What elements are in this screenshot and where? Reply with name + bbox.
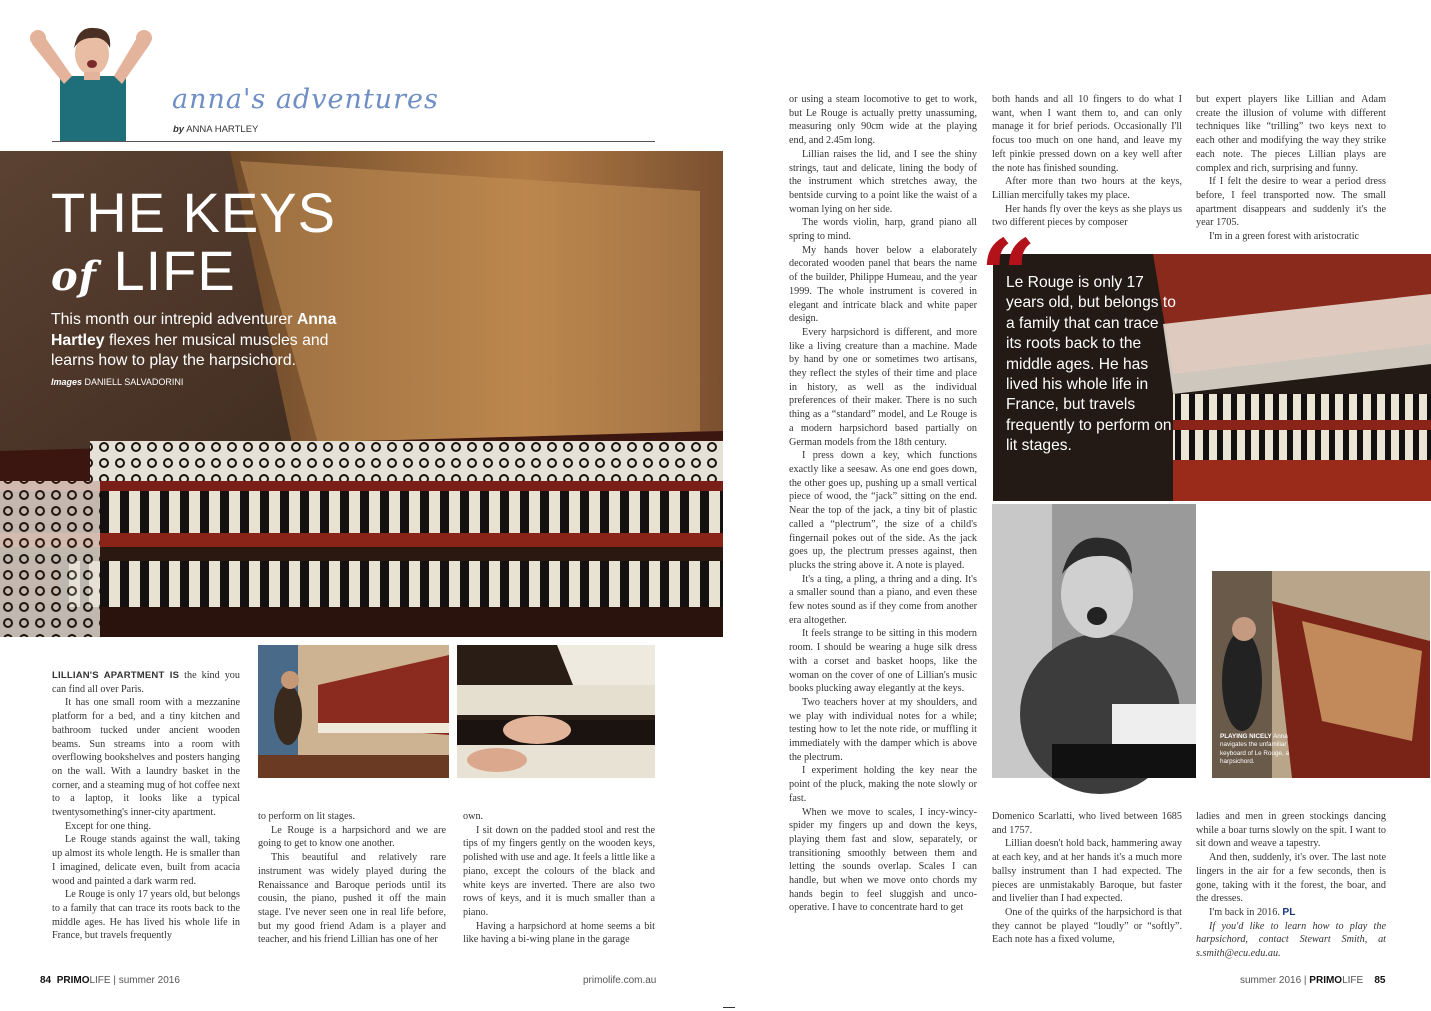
- series-title: anna's adventures: [172, 84, 439, 115]
- quote-mark-icon: “: [980, 219, 1037, 334]
- paragraph: both hands and all 10 fingers to do what I want, when I want them to, and can only manage it for brief periods. Occasionally I'll focus too much on one hand, and leave my left pinkie pressed down on a key well after the note has finished sounding.: [992, 94, 1182, 174]
- brand-rest: LIFE: [89, 975, 111, 986]
- photo-caption: [1220, 733, 1308, 766]
- photo-lillian-playing-image: [258, 645, 449, 778]
- site-url[interactable]: primolife.com.au: [583, 975, 657, 986]
- page-number-right: 85: [1374, 975, 1386, 986]
- paragraph: When we move to scales, I incy-wincy-spider my fingers up and down the keys, playing them fast and slow, separately, or transitioning smoothly between them and letting the sounds overlap. Scales I can handle, but when we move onto chords my hands begin to feel sluggish and unco-operative. I have to concentrate hard to get: [789, 806, 977, 914]
- article-standfirst: [51, 310, 371, 372]
- paragraph: I experiment holding the key near the point of the pluck, making the note slowly or fast.: [789, 765, 977, 804]
- brand-bold: PRIMO: [1309, 975, 1343, 986]
- paragraph: If I felt the desire to wear a period dress before, I feel transported now. The small apartment disappears and suddenly it's the year 1705.: [1196, 176, 1386, 229]
- paragraph: It's a ting, a pling, a thring and a ding. It's a smaller sound than a piano, and even these few notes sound as if they come from another era altogether.: [789, 573, 977, 626]
- standfirst-name: Anna Hartley: [51, 311, 337, 349]
- lead-paragraph: [52, 669, 240, 696]
- paragraph: ladies and men in green stockings dancing while a boar turns slowly on the spit. I want to sit down and weave a tapestry.: [1196, 811, 1386, 850]
- photo-anna-expression: [992, 504, 1196, 778]
- paragraph: Except for one thing.: [65, 820, 152, 832]
- paragraph: After more than two hours at the keys, Lillian mercifully takes my place.: [992, 176, 1182, 201]
- caption-title: PLAYING NICELY: [1220, 733, 1272, 740]
- paragraph: This beautiful and relatively rare instrument was widely played during the Renaissance and Baroque periods until its cousin, the piano, pushed it off the main stage. I've never seen one in real life before, but my good friend Adam is a player and teacher, and his friend Lillian has one of her: [258, 852, 446, 946]
- left-column-3: [463, 810, 655, 951]
- standfirst-a: This month our intrepid adventurer: [51, 311, 293, 328]
- title-line-1: THE KEYS: [51, 181, 336, 244]
- lead-text: the kind you can find all over Paris.: [52, 670, 240, 695]
- paragraph: Le Rouge is only 17 years old, but belongs to a family that can trace its roots back to the middle ages. He has lived his whole life in France, but travels frequently: [52, 889, 240, 942]
- credit-label: Images: [51, 377, 83, 387]
- page-number-left: 84: [40, 975, 52, 986]
- left-column-1: [52, 669, 240, 951]
- paragraph: My hands hover below a elaborately decorated wooden panel that bears the name of the builder, Philippe Humeau, and the year 1999. The whole instrument is covered in elegant and intricate black and white paper design.: [789, 244, 977, 325]
- lead-in: LILLIAN'S APARTMENT IS: [52, 670, 180, 681]
- sign-off: PL: [1282, 906, 1296, 918]
- article-title: [51, 181, 336, 306]
- photo-hands-on-keys: [457, 645, 655, 778]
- paragraph: but expert players like Lillian and Adam create the illusion of volume with different techniques like “trilling” two keys next to each other and modifying the way they strike each note. The pieces Lillian plays are complex and rich, surprising and funny.: [1196, 94, 1386, 174]
- issue-right: summer 2016: [1240, 975, 1302, 986]
- photo-lillian-playing: [258, 645, 449, 778]
- paragraph: own.: [463, 811, 484, 822]
- title-line-2: [51, 239, 336, 306]
- paragraph: I'm in a green forest with aristocratic: [1209, 231, 1360, 243]
- caption-text: Anna navigates the unfamiliar keyboard of Le Rouge, a harpsichord.: [1220, 733, 1289, 765]
- pull-quote: Le Rouge is only 17 years old, but belongs to a family that can trace its roots back to the middle ages. He has lived his whole life in France, but travels frequently to perform on lit stages.: [1006, 274, 1176, 455]
- photo-hands-on-keys-image: [457, 645, 655, 778]
- paragraph: And then, suddenly, it's over. The last note lingers in the air for a few seconds, then is gone, taking with it the forest, the boar, and the dresses.: [1196, 852, 1386, 905]
- right-column-2-top: [992, 93, 1182, 233]
- right-column-1: [789, 93, 977, 951]
- paragraph: It feels strange to be sitting in this modern room. I should be wearing a huge silk dress with a corset and basket hoops, like the woman on the cover of one of Lillian's music books plucking away elegantly at the keys.: [789, 628, 977, 695]
- paragraph: Two teachers hover at my shoulders, and we play with individual notes for a while; testing how to let the note ride, or muffling it immediately with the damper which is above the plectrum.: [789, 696, 977, 763]
- paragraph: One of the quirks of the harpsichord is that they cannot be played “loudly” or “softly”. Each note has a fixed volume,: [992, 906, 1182, 946]
- header-divider: [52, 141, 655, 142]
- paragraph: I press down a key, which functions exactly like a seesaw. As one end goes down, the other goes up, pushing up a small vertical piece of wood, the “jack” sitting on the end. Near the top of the jack, a tiny bit of plastic called a “plectrum”, the size of a child's fingernail pokes out of the side. As the jack goes up, the plectrum presses against, then plucks the string above it. A note is played.: [789, 450, 977, 571]
- paragraph: to perform on lit stages.: [258, 811, 356, 822]
- spine-mark: [723, 1007, 735, 1008]
- byline-by: by: [173, 124, 185, 135]
- paragraph: Lillian raises the lid, and I see the shiny strings, taut and delicate, lining the body of the instrument which stretches away, the bentside curving to a point like the waist of a woman lying on her side.: [789, 148, 977, 215]
- paragraph: Le Rouge stands against the wall, taking up almost its whole length. He is smaller than I imagined, delicate even, built from acacia wood and painted a dark warm red.: [52, 834, 240, 887]
- brand-rest: LIFE: [1342, 975, 1364, 986]
- left-column-2: [258, 810, 446, 951]
- paragraph: Having a harpsichord at home seems a bit like having a bi-wing plane in the garage: [463, 920, 655, 946]
- right-column-2-bottom: [992, 810, 1182, 951]
- paragraph: Lillian doesn't hold back, hammering away at each key, and at her hands it's a much more ballsy instrument than I had expected. The pieces are unmistakably Baroque, but faster and livelier than I had expected.: [992, 838, 1182, 905]
- paragraph: The words violin, harp, grand piano all spring to mind.: [789, 217, 977, 243]
- title-of: of: [51, 253, 97, 300]
- closing-line: I'm back in 2016.: [1209, 906, 1280, 918]
- paragraph: or using a steam locomotive to get to work, but Le Rouge is actually pretty unassuming, measuring only 90cm wide at the playing end, and 2.45m long.: [789, 94, 977, 147]
- paragraph: Her hands fly over the keys as she plays us two different pieces by composer: [992, 203, 1182, 229]
- paragraph: [1196, 906, 1386, 920]
- paragraph: I sit down on the padded stool and rest the tips of my fingers gently on the wooden keys, polished with use and age. It feels a little like a piano, except the colours of the black and white keys are inverted. There are also two rows of keys, and it is much smaller than a piano.: [463, 824, 655, 918]
- left-footer: 84 PRIMOLIFE | summer 2016: [40, 975, 180, 986]
- right-footer: summer 2016 | PRIMOLIFE 85: [1240, 975, 1386, 986]
- contact-note: If you'd like to learn how to play the harpsichord, contact Stewart Smith, at s.smith@ecu.edu.au.: [1196, 920, 1386, 960]
- paragraph: Domenico Scarlatti, who lived between 1685 and 1757.: [992, 811, 1182, 836]
- right-column-3-bottom: [1196, 810, 1386, 960]
- paragraph: Le Rouge is a harpsichord and we are going to get to know one another.: [258, 824, 446, 850]
- issue-left: summer 2016: [118, 975, 180, 986]
- author-name: ANNA HARTLEY: [186, 124, 259, 135]
- title-life: LIFE: [113, 239, 236, 302]
- photo-anna-expression-image: [992, 504, 1196, 778]
- standfirst-b: flexes her musical muscles and learns how to play the harpsichord.: [51, 331, 329, 369]
- brand-bold: PRIMO: [56, 975, 90, 986]
- author-photo: [22, 14, 162, 142]
- image-credit: [51, 377, 183, 387]
- right-column-3-top: [1196, 93, 1386, 248]
- credit-name: DANIELL SALVADORINI: [84, 377, 184, 387]
- paragraph: It has one small room with a mezzanine platform for a bed, and a tiny kitchen and bathroom tucked under ancient wooden beams. Sun streams into a room with overflowing bookshelves and posters hanging on the wall. With a laundry basket in the corner, and a steaming mug of hot coffee next to a laptop, it looks like a typical twentysomething's inner-city apartment.: [52, 697, 240, 819]
- byline: [173, 124, 258, 135]
- paragraph: Every harpsichord is different, and more like a living creature than a machine. Made by hand by one or sometimes two artisans, they reflect the styles of their time and place in history, as well as the individual preferences of their maker. There is no such thing as a “standard” model, and Le Rouge is a modern harpsichord based partially on German models from the 18th century.: [789, 326, 977, 448]
